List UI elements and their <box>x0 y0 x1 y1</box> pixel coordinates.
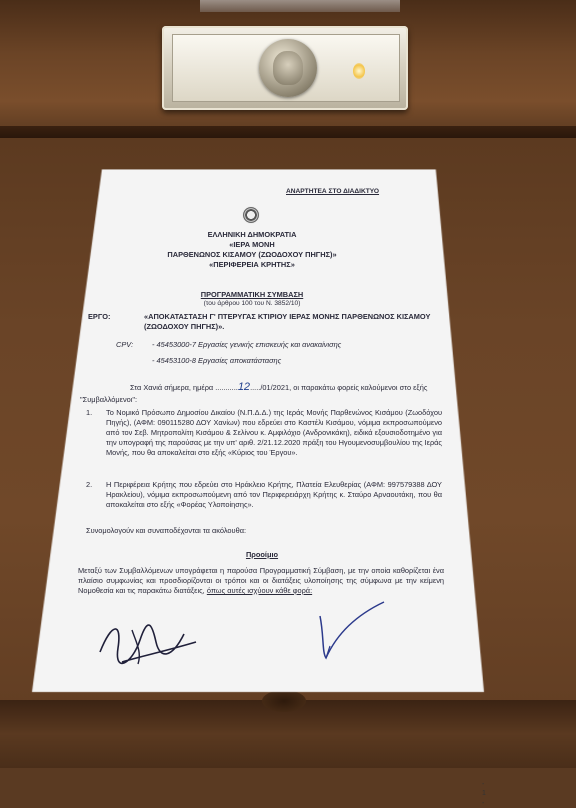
document-page <box>72 150 486 807</box>
preamble-title: Προοίμιο <box>245 550 279 559</box>
document-title: ΠΡΟΓΡΑΜΜΑΤΙΚΗ ΣΥΜΒΑΣΗ <box>200 290 304 299</box>
header-line: ΠΑΡΘΕΝΩΝΟΣ ΚΙΣΑΜΟΥ (ΖΩΟΔΟΧΟΥ ΠΗΓΗΣ)» <box>167 249 337 259</box>
lion-face <box>273 51 303 85</box>
handwritten-day: 12 <box>237 381 251 393</box>
cpv-label: CPV: <box>116 340 134 349</box>
drawer-knob <box>262 690 306 712</box>
nameplate-inner <box>172 34 400 102</box>
document-header <box>152 230 352 270</box>
header-line: ΕΛΛΗΝΙΚΗ ΔΗΜΟΚΡΑΤΙΑ <box>207 230 297 239</box>
intro-paragraph <box>80 380 440 405</box>
party-number: 1. <box>86 408 93 417</box>
intro-text-rest: ...../01/2021, οι παρακάτω φορείς καλούμενοι στο εξής "Συμβαλλόμενοι": <box>80 383 428 404</box>
ergo-label: ΕΡΓΟ: <box>88 312 111 321</box>
party-number: 2. <box>86 480 93 489</box>
document-subtitle: (του άρθρου 100 του Ν. 3852/10) <box>203 299 301 307</box>
header-line: «ΠΕΡΙΦΕΡΕΙΑ ΚΡΗΤΗΣ» <box>209 259 295 269</box>
lion-head-emblem <box>259 39 317 97</box>
publish-online-note: ΑΝΑΡΤΗΤΕΑ ΣΤΟ ΔΙΑΔΙΚΤΥΟ <box>286 188 380 195</box>
candle-flame-reflection <box>353 63 365 79</box>
header-line: «ΙΕΡΑ ΜΟΝΗ <box>229 239 275 249</box>
greek-state-emblem-icon <box>242 206 260 224</box>
signature-right <box>300 596 390 666</box>
cpv-item: - 45453000-7 Εργασίες γενικής επισκευής και ανακαίνισης <box>152 340 342 349</box>
document-title-block <box>152 290 352 309</box>
intro-text: Στα Χανιά σήμερα, ημέρα ........... <box>130 383 238 392</box>
desk-edge <box>0 126 576 138</box>
preamble-paragraph <box>78 566 444 596</box>
page-number: - 1 - <box>482 781 486 807</box>
agreement-line: Συνομολογούν και συναποδέχονται τα ακόλουθα: <box>86 526 247 535</box>
party-1-text: Το Νομικό Πρόσωπο Δημοσίου Δικαίου (Ν.Π.Δ.Δ.) της Ιεράς Μονής Παρθενώνος Κισάμου (Ζωοδόχου Πηγής), (ΑΦΜ: 090115280 ΔΟΥ Χανίων) που εδρεύει στο Καστέλι Κισάμου, νόμιμα εκπροσωπούμενο από τον Σεβ. Μητροπολίτη Κισάμου & Σελίνου κ. Αμφιλόχιο (Ανδρονικάκη), ειδικά εξουσιοδοτημένο για την υπογραφή της παρούσας με την υπ' αριθ. 2/21.12.2020 πράξη του Ηγουμενοσυμβουλίου της Ιεράς Μονής, που θα αποκαλείται στο εξής «Κύριος του Έργου». <box>106 408 442 457</box>
ergo-text: «ΑΠΟΚΑΤΑΣΤΑΣΗ Γ' ΠΤΕΡΥΓΑΣ ΚΤΙΡΙΟΥ ΙΕΡΑΣ ΜΟΝΗΣ ΠΑΡΘΕΝΩΝΟΣ ΚΙΣΑΜΟΥ (ΖΩΟΔΟΧΟΥ ΠΗΓΗΣ)». <box>144 312 431 331</box>
preamble-end: όπως αυτές ισχύουν κάθε φορά: <box>206 585 313 595</box>
preamble-text: Μεταξύ των Συμβαλλόμενων υπογράφεται η παρούσα Προγραμματική Σύμβαση, με την οποία καθορίζεται ένα πλαίσιο συμφωνίας και προσδιορίζονται οι τρόποι και οι διατάξεις υλοποίησης της σύμφωνα με την κείμενη Νομοθεσία και τις παρακάτω διατάξεις, <box>78 566 444 595</box>
glass-reflection <box>200 0 400 12</box>
cpv-item: - 45453100-8 Εργασίες αποκατάστασης <box>152 356 282 365</box>
signature-left <box>92 612 202 672</box>
brass-nameplate <box>162 26 408 110</box>
party-2-text: Η Περιφέρεια Κρήτης που εδρεύει στο Ηράκλειο Κρήτης, Πλατεία Ελευθερίας (ΑΦΜ: 997579388 ΔΟΥ Ηρακλείου), νόμιμα εκπροσωπούμενη από τον Περιφερειάρχη Κρήτης κ. Σταύρο Αρναουτάκη, που θα αποκαλείται στο εξής «Φορέας Υλοποίησης». <box>106 480 442 509</box>
